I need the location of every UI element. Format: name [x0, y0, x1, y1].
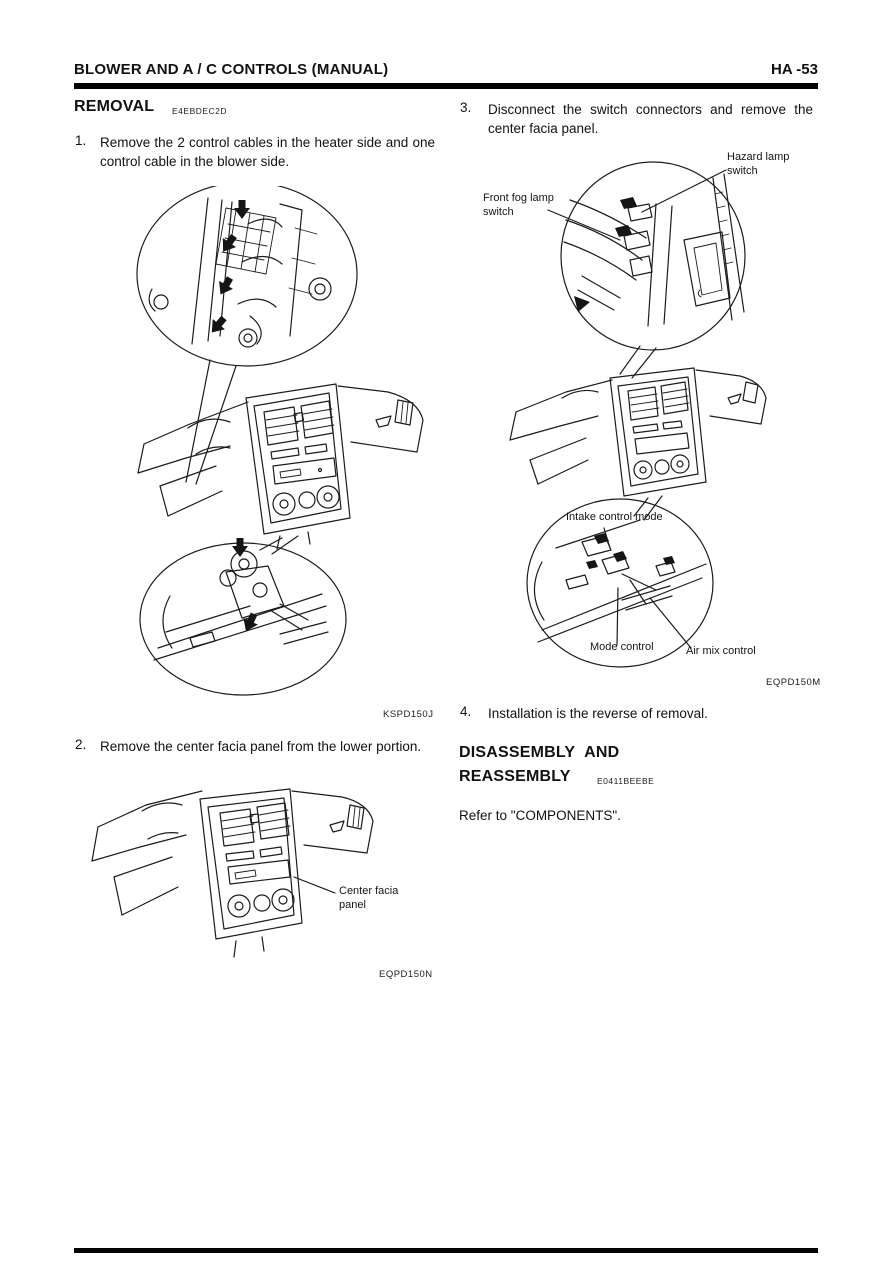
disassembly-heading-line1: DISASSEMBLY AND	[459, 744, 620, 761]
removal-heading: REMOVAL	[74, 98, 155, 115]
disassembly-heading-line2: REASSEMBLY	[459, 768, 571, 785]
mode-control-label: Mode control	[590, 641, 654, 653]
fig3-hazard-callout-line	[642, 170, 726, 212]
intake-control-mode-label: Intake control mode	[566, 511, 663, 523]
disassembly-heading-code: E0411BEEBE	[597, 776, 655, 786]
fig1-pointer-line	[272, 536, 298, 554]
step2-number: 2.	[75, 737, 87, 752]
figure-control-cables-illustration	[130, 186, 435, 706]
fig3-dashboard	[510, 368, 766, 496]
footer-rule	[74, 1248, 818, 1253]
step3-number: 3.	[460, 100, 472, 115]
fig1-dashboard	[138, 384, 423, 549]
figure1-code: KSPD150J	[383, 709, 434, 720]
figure2-code: EQPD150N	[379, 969, 433, 980]
fig3-mode-callout-line	[617, 588, 618, 645]
header-rule	[74, 83, 818, 89]
step3-text: Disconnect the switch connectors and remove the center facia panel.	[488, 102, 813, 136]
fig2-callout-line	[294, 877, 335, 893]
figure-center-facia-illustration	[88, 765, 388, 965]
page-number: HA -53	[771, 61, 818, 78]
fig1-top-magnifier-circle	[137, 186, 357, 366]
figure-switch-connectors-illustration	[470, 148, 860, 680]
air-mix-control-label: Air mix control	[686, 645, 756, 657]
step4-text: Installation is the reverse of removal.	[488, 706, 708, 721]
step2-text: Remove the center facia panel from the lower portion.	[100, 739, 422, 754]
step4-number: 4.	[460, 704, 472, 719]
fig3-top-magnifier-circle	[548, 162, 745, 350]
disassembly-body-text: Refer to "COMPONENTS".	[459, 808, 621, 823]
figure3-code: EQPD150M	[766, 677, 821, 688]
step1-number: 1.	[75, 133, 87, 148]
fig3-pointer-line	[620, 346, 640, 374]
hazard-lamp-switch-label: Hazard lamp switch	[727, 151, 790, 177]
removal-heading-code: E4EBDEC2D	[172, 106, 228, 116]
page-header-title: BLOWER AND A / C CONTROLS (MANUAL)	[74, 61, 389, 78]
fig1-remove-arrows	[206, 200, 250, 338]
front-fog-lamp-switch-label: Front fog lamp switch	[483, 192, 554, 218]
center-facia-panel-label: Center facia panel	[339, 885, 399, 911]
fig1-remove-arrows	[232, 538, 261, 635]
step1-text: Remove the 2 control cables in the heater side and one control cable in the blower side.	[100, 135, 435, 169]
fig1-bottom-magnifier-circle	[140, 538, 346, 695]
fig2-dashboard	[92, 789, 373, 957]
